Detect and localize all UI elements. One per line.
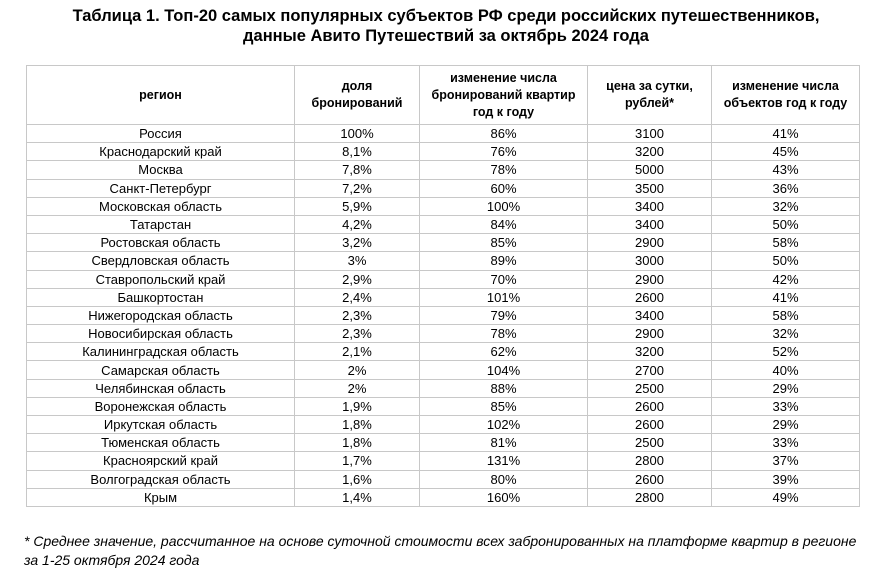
table-row xyxy=(27,470,860,488)
cell-objects-change: 45% xyxy=(712,143,860,161)
cell-booking-change: 86% xyxy=(420,125,588,143)
cell-booking-change: 60% xyxy=(420,179,588,197)
table-row xyxy=(27,161,860,179)
cell-region: Калининградская область xyxy=(27,343,295,361)
cell-price: 2600 xyxy=(588,288,712,306)
table-row xyxy=(27,361,860,379)
cell-booking-change: 76% xyxy=(420,143,588,161)
cell-region: Краснодарский край xyxy=(27,143,295,161)
cell-booking-share: 7,8% xyxy=(295,161,420,179)
table-row xyxy=(27,343,860,361)
cell-booking-change: 80% xyxy=(420,470,588,488)
cell-price: 2800 xyxy=(588,488,712,506)
cell-booking-change: 78% xyxy=(420,325,588,343)
cell-region: Россия xyxy=(27,125,295,143)
cell-price: 2600 xyxy=(588,416,712,434)
cell-booking-share: 2,3% xyxy=(295,325,420,343)
cell-objects-change: 50% xyxy=(712,215,860,233)
cell-objects-change: 49% xyxy=(712,488,860,506)
title-line-2: данные Авито Путешествий за октябрь 2024 года xyxy=(243,27,649,45)
cell-booking-change: 85% xyxy=(420,397,588,415)
cell-booking-share: 2,9% xyxy=(295,270,420,288)
cell-objects-change: 33% xyxy=(712,397,860,415)
cell-objects-change: 37% xyxy=(712,452,860,470)
cell-region: Волгоградская область xyxy=(27,470,295,488)
cell-objects-change: 33% xyxy=(712,434,860,452)
cell-booking-change: 104% xyxy=(420,361,588,379)
header-booking-share: доля бронирований xyxy=(295,66,420,125)
table-row xyxy=(27,143,860,161)
header-price-per-day: цена за сутки, рублей* xyxy=(588,66,712,125)
header-objects-change: изменение числа объектов год к году xyxy=(712,66,860,125)
regions-table xyxy=(26,65,860,507)
cell-region: Санкт-Петербург xyxy=(27,179,295,197)
cell-booking-change: 89% xyxy=(420,252,588,270)
cell-price: 2900 xyxy=(588,325,712,343)
cell-price: 3100 xyxy=(588,125,712,143)
cell-region: Красноярский край xyxy=(27,452,295,470)
cell-booking-change: 70% xyxy=(420,270,588,288)
table-row xyxy=(27,416,860,434)
cell-booking-change: 79% xyxy=(420,306,588,324)
table-row xyxy=(27,397,860,415)
table-row xyxy=(27,452,860,470)
footnote: * Среднее значение, рассчитанное на основе суточной стоимости всех забронированных на платформе квартир в регионе за 1-25 октября 2024 года xyxy=(24,533,857,568)
table-row xyxy=(27,306,860,324)
cell-region: Нижегородская область xyxy=(27,306,295,324)
cell-objects-change: 42% xyxy=(712,270,860,288)
cell-price: 3200 xyxy=(588,343,712,361)
table-header-row xyxy=(27,66,860,125)
cell-booking-share: 1,9% xyxy=(295,397,420,415)
cell-booking-change: 102% xyxy=(420,416,588,434)
table-row xyxy=(27,488,860,506)
cell-objects-change: 29% xyxy=(712,416,860,434)
cell-booking-share: 100% xyxy=(295,125,420,143)
cell-price: 2700 xyxy=(588,361,712,379)
cell-region: Башкортостан xyxy=(27,288,295,306)
cell-price: 3000 xyxy=(588,252,712,270)
cell-price: 2600 xyxy=(588,470,712,488)
cell-price: 3400 xyxy=(588,197,712,215)
header-booking-change: изменение числа бронирований квартир год к году xyxy=(420,66,588,125)
document-title xyxy=(0,6,892,46)
cell-booking-change: 131% xyxy=(420,452,588,470)
cell-booking-share: 1,8% xyxy=(295,416,420,434)
cell-objects-change: 50% xyxy=(712,252,860,270)
cell-booking-share: 2,4% xyxy=(295,288,420,306)
title-line-1: Таблица 1. Топ-20 самых популярных субъектов РФ среди российских путешественников, xyxy=(72,7,820,25)
cell-booking-share: 2% xyxy=(295,379,420,397)
cell-price: 5000 xyxy=(588,161,712,179)
cell-booking-share: 3% xyxy=(295,252,420,270)
table-row xyxy=(27,379,860,397)
cell-region: Московская область xyxy=(27,197,295,215)
cell-booking-change: 84% xyxy=(420,215,588,233)
cell-booking-share: 8,1% xyxy=(295,143,420,161)
cell-price: 3400 xyxy=(588,306,712,324)
table-row xyxy=(27,215,860,233)
cell-price: 2900 xyxy=(588,234,712,252)
cell-price: 2800 xyxy=(588,452,712,470)
cell-booking-change: 88% xyxy=(420,379,588,397)
table-row xyxy=(27,125,860,143)
cell-price: 3200 xyxy=(588,143,712,161)
cell-region: Ставропольский край xyxy=(27,270,295,288)
cell-objects-change: 29% xyxy=(712,379,860,397)
cell-booking-share: 3,2% xyxy=(295,234,420,252)
cell-objects-change: 32% xyxy=(712,197,860,215)
cell-objects-change: 58% xyxy=(712,234,860,252)
cell-booking-share: 2,1% xyxy=(295,343,420,361)
cell-booking-share: 5,9% xyxy=(295,197,420,215)
cell-booking-change: 62% xyxy=(420,343,588,361)
cell-objects-change: 43% xyxy=(712,161,860,179)
table-row xyxy=(27,197,860,215)
cell-booking-change: 85% xyxy=(420,234,588,252)
cell-region: Москва xyxy=(27,161,295,179)
cell-booking-share: 7,2% xyxy=(295,179,420,197)
table-row xyxy=(27,270,860,288)
cell-region: Крым xyxy=(27,488,295,506)
table-row xyxy=(27,252,860,270)
cell-region: Татарстан xyxy=(27,215,295,233)
table-body xyxy=(27,125,860,507)
cell-region: Тюменская область xyxy=(27,434,295,452)
table-row xyxy=(27,234,860,252)
cell-booking-change: 160% xyxy=(420,488,588,506)
cell-booking-change: 78% xyxy=(420,161,588,179)
cell-objects-change: 58% xyxy=(712,306,860,324)
cell-objects-change: 32% xyxy=(712,325,860,343)
cell-booking-share: 1,4% xyxy=(295,488,420,506)
cell-booking-share: 1,8% xyxy=(295,434,420,452)
cell-region: Ростовская область xyxy=(27,234,295,252)
cell-region: Свердловская область xyxy=(27,252,295,270)
cell-price: 2600 xyxy=(588,397,712,415)
cell-objects-change: 39% xyxy=(712,470,860,488)
cell-booking-change: 81% xyxy=(420,434,588,452)
cell-booking-change: 101% xyxy=(420,288,588,306)
cell-region: Иркутская область xyxy=(27,416,295,434)
cell-booking-share: 1,7% xyxy=(295,452,420,470)
cell-region: Челябинская область xyxy=(27,379,295,397)
cell-price: 2900 xyxy=(588,270,712,288)
cell-booking-change: 100% xyxy=(420,197,588,215)
header-region: регион xyxy=(27,66,295,125)
cell-booking-share: 4,2% xyxy=(295,215,420,233)
cell-objects-change: 52% xyxy=(712,343,860,361)
table-row xyxy=(27,325,860,343)
table-row xyxy=(27,179,860,197)
table-row xyxy=(27,434,860,452)
table-row xyxy=(27,288,860,306)
cell-booking-share: 2% xyxy=(295,361,420,379)
cell-objects-change: 41% xyxy=(712,288,860,306)
cell-region: Новосибирская область xyxy=(27,325,295,343)
cell-price: 3400 xyxy=(588,215,712,233)
cell-booking-share: 1,6% xyxy=(295,470,420,488)
cell-booking-share: 2,3% xyxy=(295,306,420,324)
cell-price: 2500 xyxy=(588,379,712,397)
cell-price: 3500 xyxy=(588,179,712,197)
cell-objects-change: 41% xyxy=(712,125,860,143)
cell-price: 2500 xyxy=(588,434,712,452)
cell-objects-change: 36% xyxy=(712,179,860,197)
cell-region: Воронежская область xyxy=(27,397,295,415)
cell-region: Самарская область xyxy=(27,361,295,379)
cell-objects-change: 40% xyxy=(712,361,860,379)
